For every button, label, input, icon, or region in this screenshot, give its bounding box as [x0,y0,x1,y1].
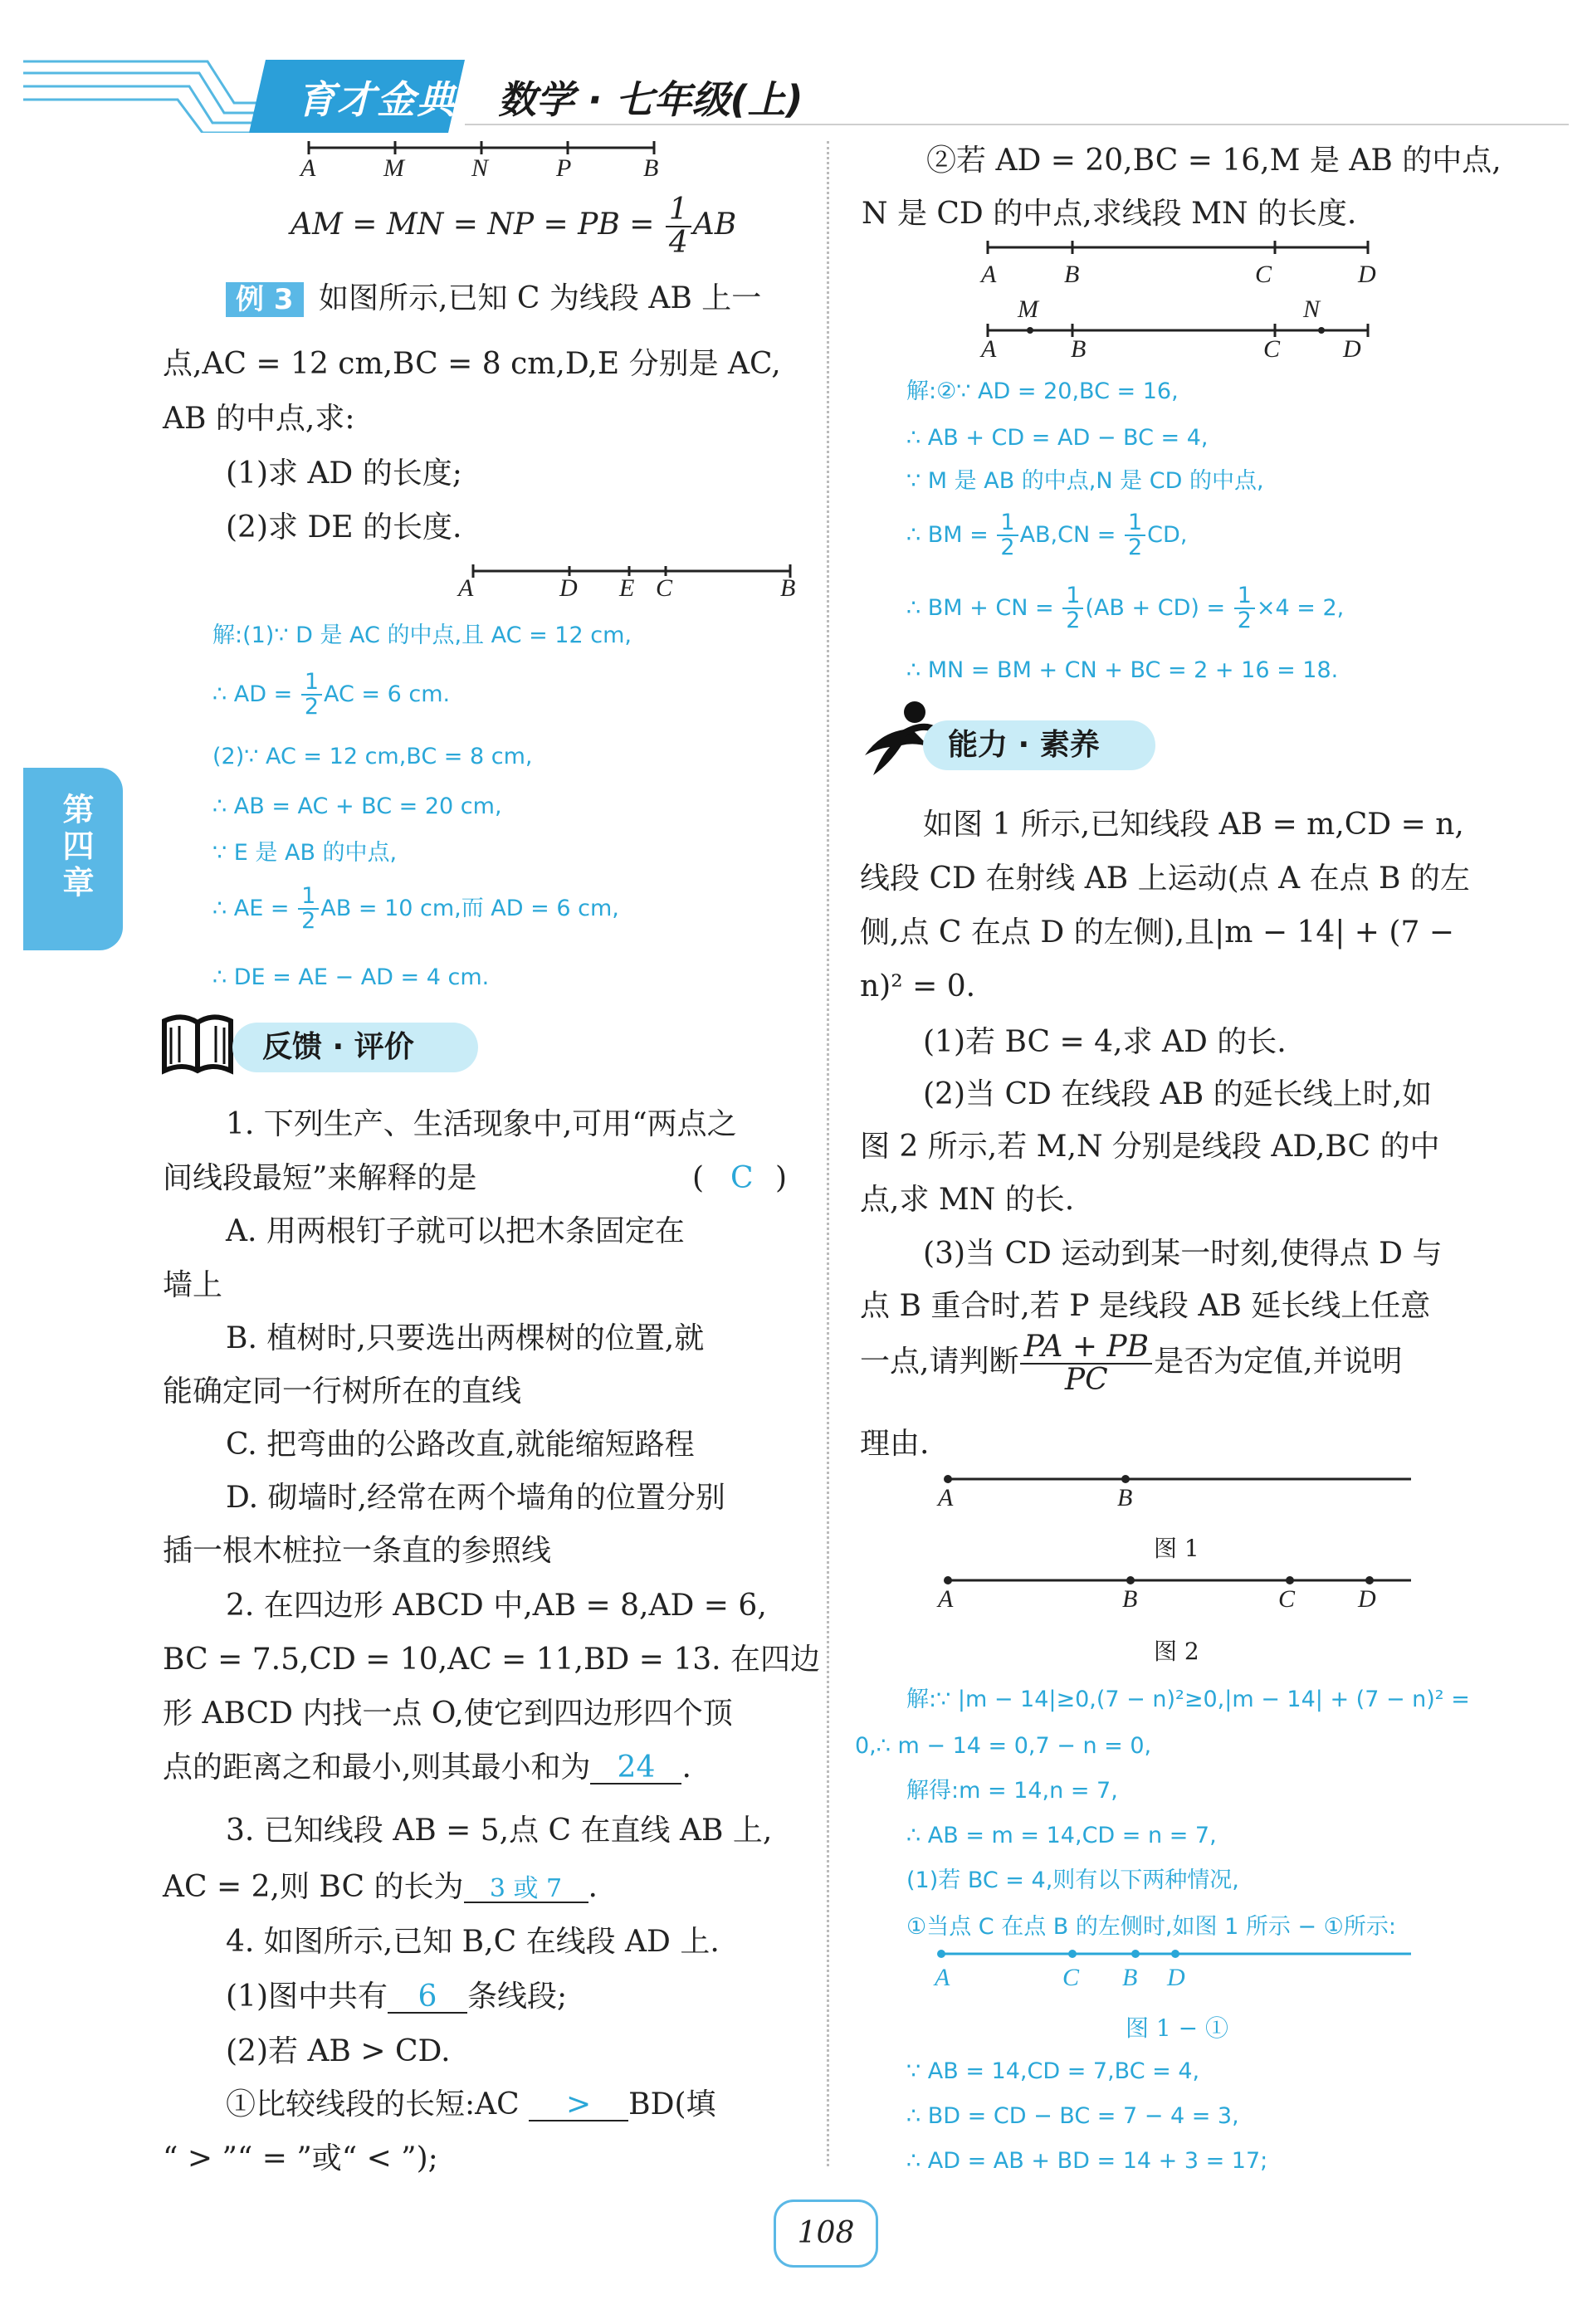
point-label-b: B [1064,261,1080,288]
ratio-fraction: $\frac{PA + PB}{PC}$ [1020,1331,1152,1396]
point-label-b: B [1122,1585,1138,1613]
option-a-line-1: A. 用两根钉子就可以把木条固定在 [226,1214,685,1248]
question-3-line-2: AC = 2,则 BC 的长为 3 或 7 . [163,1870,598,1904]
point-label-c: C [656,574,673,602]
point-label-d: D [1167,1964,1185,1991]
question-4-line-5: “ > ”“ = ”或“ < ”); [163,2141,438,2175]
point-label-n: N [471,154,489,182]
segment-figure-abcd [979,236,1378,261]
solution-line: 解得:m = 14,n = 7, [906,1778,1118,1804]
solution-line: ∴ AB + CD = AD − BC = 4, [906,425,1209,451]
option-b-line-2: 能确定同一行树所在的直线 [163,1374,522,1409]
solution-line: ①当点 C 在点 B 的左侧时,如图 1 所示 − ①所示: [906,1914,1396,1940]
point-label-a: A [935,1964,950,1991]
question-4-line-3: (2)若 AB > CD. [226,2034,451,2068]
problem-line-12: 理由. [860,1427,930,1461]
point-label-b: B [1122,1964,1138,1991]
ability-section-title: 能力 · 素养 [923,720,1155,770]
part-2-line-1: ②若 AD = 20,BC = 16,M 是 AB 的中点, [926,144,1502,178]
question-2-line-2: BC = 7.5,CD = 10,AC = 11,BD = 13. 在四边 [163,1643,821,1677]
option-c-line-1: C. 把弯曲的公路改直,就能缩短路程 [226,1428,695,1462]
point-label-b: B [643,154,659,182]
figure-1-caption: 图 1 [1154,1535,1199,1562]
point-label-c: C [1278,1585,1296,1613]
figure-1a-caption: 图 1 − ① [1126,2014,1228,2042]
example-3-line-1: 如图所示,已知 C 为线段 AB 上一 [319,281,762,315]
problem-line-3: 侧,点 C 在点 D 的左侧),且|m − 14| + (7 − [860,915,1454,950]
solution-line: 解:②∵ AD = 20,BC = 16, [906,378,1179,404]
solution-line: ∴ BM + CN = $\frac{1}{2}$ (AB + CD) = $\frac{1}{2}$ ×4 = 2, [906,583,1345,634]
problem-line-4: n)² = 0. [860,969,976,1003]
problem-line-9: (3)当 CD 运动到某一时刻,使得点 D 与 [923,1237,1443,1271]
question-1-paren-open: ( [692,1161,705,1195]
problem-line-8: 点,求 MN 的长. [860,1183,1075,1217]
point-label-b: B [1117,1484,1133,1511]
header-subject: 数学 · 七年级(上) [498,77,803,122]
point-label-b: B [1071,335,1087,363]
point-label-p: P [556,154,572,182]
problem-line-6: (2)当 CD 在线段 AB 的延长线上时,如 [923,1077,1433,1111]
figure-1-ray-ab [938,1469,1419,1494]
point-label-a: A [981,335,997,363]
question-4-line-1: 4. 如图所示,已知 B,C 在线段 AD 上. [226,1925,720,1959]
point-label-d: D [1343,335,1361,363]
point-label-d: D [1358,1585,1376,1613]
solution-line: ∴ DE = AE − AD = 4 cm. [212,964,490,990]
question-4-line-2: (1)图中共有 6 条线段; [226,1980,568,2014]
equal-parts-formula: AM = MN = NP = PB = $\frac{1}{4}$ AB [291,193,737,260]
solution-line: ∴ BD = CD − BC = 7 − 4 = 3, [906,2103,1239,2129]
point-label-d: D [1358,261,1376,288]
book-icon [159,1011,236,1077]
page-header [0,42,1592,133]
point-label-c: C [1263,335,1281,363]
solution-line: ∵ E 是 AB 的中点, [212,840,398,866]
segment-figure-mabncd [979,319,1378,344]
question-3-answer-blank[interactable]: 3 或 7 [464,1877,588,1903]
solution-line: 解:∵ |m − 14|≥0,(7 − n)²≥0,|m − 14| + (7 − n)² = [906,1687,1470,1712]
point-label-c: C [1062,1964,1080,1991]
example-3-line-2: 点,AC = 12 cm,BC = 8 cm,D,E 分别是 AC, [163,347,781,381]
question-1-answer: C [730,1161,754,1195]
point-label-b: B [780,574,796,602]
example-3-line-3: AB 的中点,求: [163,402,355,436]
solution-line: ∵ M 是 AB 的中点,N 是 CD 的中点, [906,468,1264,494]
feedback-section-title: 反馈 · 评价 [232,1023,478,1072]
question-1-paren-close: ) [775,1161,788,1195]
example-3-question-2: (2)求 DE 的长度. [226,510,462,544]
chapter-side-tab [23,768,123,950]
solution-line: (1)若 BC = 4,则有以下两种情况, [906,1868,1239,1893]
solution-line: 解:(1)∵ D 是 AC 的中点,且 AC = 12 cm, [212,622,632,648]
point-label-e: E [619,574,635,602]
problem-line-7: 图 2 所示,若 M,N 分别是线段 AD,BC 的中 [860,1130,1440,1164]
header-brand: 育才金典 [297,77,457,122]
solution-line: ∴ AB = AC + BC = 20 cm, [212,793,502,819]
question-1-line-1: 1. 下列生产、生活现象中,可用“两点之 [226,1107,737,1141]
solution-line: ∴ MN = BM + CN + BC = 2 + 16 = 18. [906,657,1339,683]
solution-line: (2)∵ AC = 12 cm,BC = 8 cm, [212,744,533,769]
problem-line-11: 一点,请判断 $\frac{PA + PB}{PC}$ 是否为定值,并说明 [860,1330,1403,1397]
option-b-line-1: B. 植树时,只要选出两棵树的位置,就 [226,1321,705,1355]
question-2-line-3: 形 ABCD 内找一点 O,使它到四边形四个顶 [163,1697,733,1731]
solution-line: ∴ AB = m = 14,CD = n = 7, [906,1823,1217,1848]
figure-2-ray-abcd [938,1570,1419,1595]
point-label-a: A [981,261,997,288]
page-number: 108 [774,2200,878,2268]
part-2-line-2: N 是 CD 的中点,求线段 MN 的长度. [862,197,1357,231]
question-4-line-4: ①比较线段的长短:AC > BD(填 [226,2087,716,2121]
example-tag: 例 3 [226,282,304,317]
problem-line-1: 如图 1 所示,已知线段 AB = m,CD = n, [923,808,1464,842]
solution-line: ∴ BM = $\frac{1}{2}$ AB,CN = $\frac{1}{2}$ CD, [906,510,1188,561]
solution-line: ∴ AD = $\frac{1}{2}$ AC = 6 cm. [212,669,451,720]
point-label-m: M [383,154,404,182]
solution-line: 0,∴ m − 14 = 0,7 − n = 0, [855,1733,1152,1759]
example-3-question-1: (1)求 AD 的长度; [226,456,462,491]
point-label-a: A [938,1484,954,1511]
chapter-label: 第四章 [57,793,94,902]
point-label-a: A [458,574,474,602]
question-4-answer-1-blank[interactable]: 6 [388,1982,467,2014]
point-label-n: N [1303,295,1321,323]
solution-line: ∵ AB = 14,CD = 7,BC = 4, [906,2058,1200,2084]
problem-line-2: 线段 CD 在射线 AB 上运动(点 A 在点 B 的左 [860,862,1470,896]
question-2-answer-blank[interactable]: 24 [590,1753,681,1784]
point-label-a: A [938,1585,954,1613]
option-d-line-1: D. 砌墙时,经常在两个墙角的位置分别 [226,1481,725,1515]
figure-2-caption: 图 2 [1154,1638,1199,1665]
point-label-c: C [1255,261,1272,288]
point-label-d: D [559,574,578,602]
problem-line-10: 点 B 重合时,若 P 是线段 AB 延长线上任意 [860,1289,1431,1323]
option-d-line-2: 插一根木桩拉一条直的参照线 [163,1534,552,1568]
question-2-line-1: 2. 在四边形 ABCD 中,AB = 8,AD = 6, [226,1589,767,1623]
solution-line: ∴ AE = $\frac{1}{2}$ AB = 10 cm,而 AD = 6 cm, [212,883,619,935]
option-a-line-2: 墙上 [163,1268,223,1302]
solution-line: ∴ AD = AB + BD = 14 + 3 = 17; [906,2148,1268,2174]
question-4-answer-2-blank[interactable]: > [529,2090,628,2121]
question-3-line-1: 3. 已知线段 AB = 5,点 C 在直线 AB 上, [226,1814,773,1848]
point-label-m: M [1018,295,1038,323]
point-label-a: A [300,154,316,182]
question-2-line-4: 点的距离之和最小,则其最小和为 24 . [163,1750,691,1784]
question-1-line-2: 间线段最短”来解释的是 [163,1161,477,1195]
problem-line-5: (1)若 BC = 4,求 AD 的长. [923,1025,1287,1059]
column-divider [827,141,829,2166]
